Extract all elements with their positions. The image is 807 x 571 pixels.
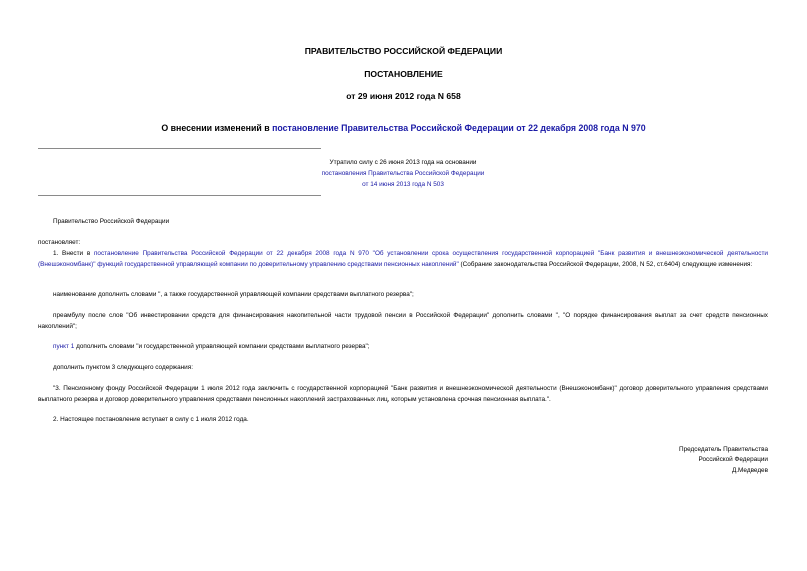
paragraph-5: дополнить пунктом 3 следующего содержания: xyxy=(53,364,193,371)
expiry-note-link[interactable]: постановления Правительства Российской Федерации xyxy=(321,170,485,177)
expiry-note-line: Утратило силу с 26 июня 2013 года на основании xyxy=(329,159,477,166)
paragraph-6: "3. Пенсионному фонду Российской Федерации 1 июля 2012 года заключить с государственной корпорацией "Банк развития и внешнеэкономической деятельности (Внешэкономбанк)" договор доверительного управления средствами выплатного резерва и договор доверительного управления средствами пенсионных накоплений застрахованных лиц, которым установлена срочная пенсионная выплата.". xyxy=(38,385,768,403)
paragraph-4-link[interactable]: пункт 1 xyxy=(53,343,75,350)
divider-bottom xyxy=(38,195,321,196)
signature-block xyxy=(679,445,768,476)
signature-name: Д.Медведев xyxy=(731,466,768,474)
government-heading: ПРАВИТЕЛЬСТВО РОССИЙСКОЙ ФЕДЕРАЦИИ xyxy=(304,46,503,56)
expiry-note xyxy=(230,157,576,190)
divider-top xyxy=(38,148,321,149)
document-title xyxy=(0,123,807,133)
paragraph-4-suffix: дополнить словами "и государственной управляющей компании средствами выплатного резерва"; xyxy=(74,343,370,350)
paragraph-1-suffix: (Собрание законодательства Российской Федерации, 2008, N 52, ст.6404) следующие изменения: xyxy=(458,260,753,268)
paragraph-4 xyxy=(38,342,768,353)
title-prefix: О внесении изменений в xyxy=(161,123,273,133)
paragraph-1-link[interactable]: постановление Правительства Российской Федерации от 22 декабря 2008 года N 970 "Об установлении срока осуществления государственной корпорацией "Банк развития и внешнеэкономической деятельности (Внешэкономбанк)" функций государственной управляющей компании по доверительному управлению средствами пенсионных накоплений" xyxy=(38,250,768,268)
document-date-number: от 29 июня 2012 года N 658 xyxy=(346,91,461,101)
signature-position: Председатель Правительства xyxy=(679,446,768,453)
decides-line: постановляет: xyxy=(38,239,81,246)
title-reference-link[interactable]: постановление Правительства Российской Федерации от 22 декабря 2008 года N 970 xyxy=(272,123,646,133)
government-line: Правительство Российской Федерации xyxy=(53,218,170,225)
paragraph-1 xyxy=(38,249,768,270)
document-type-heading: ПОСТАНОВЛЕНИЕ xyxy=(364,69,443,79)
paragraph-1-prefix: 1. Внести в xyxy=(53,250,94,257)
signature-country: Российской Федерации xyxy=(698,456,768,464)
expiry-note-link-date[interactable]: от 14 июня 2013 года N 503 xyxy=(362,181,444,188)
paragraph-2: наименование дополнить словами ", а также государственной управляющей компании средствами выплатного резерва"; xyxy=(53,291,414,298)
paragraph-7: 2. Настоящее постановление вступает в силу с 1 июля 2012 года. xyxy=(53,416,249,423)
paragraph-3: преамбулу после слов "Об инвестировании средств для финансирования накопительной части трудовой пенсии в Российской Федерации" дополнить словами ", "О порядке финансирования выплат за счет средств пенсионных накоплений"; xyxy=(38,312,768,330)
